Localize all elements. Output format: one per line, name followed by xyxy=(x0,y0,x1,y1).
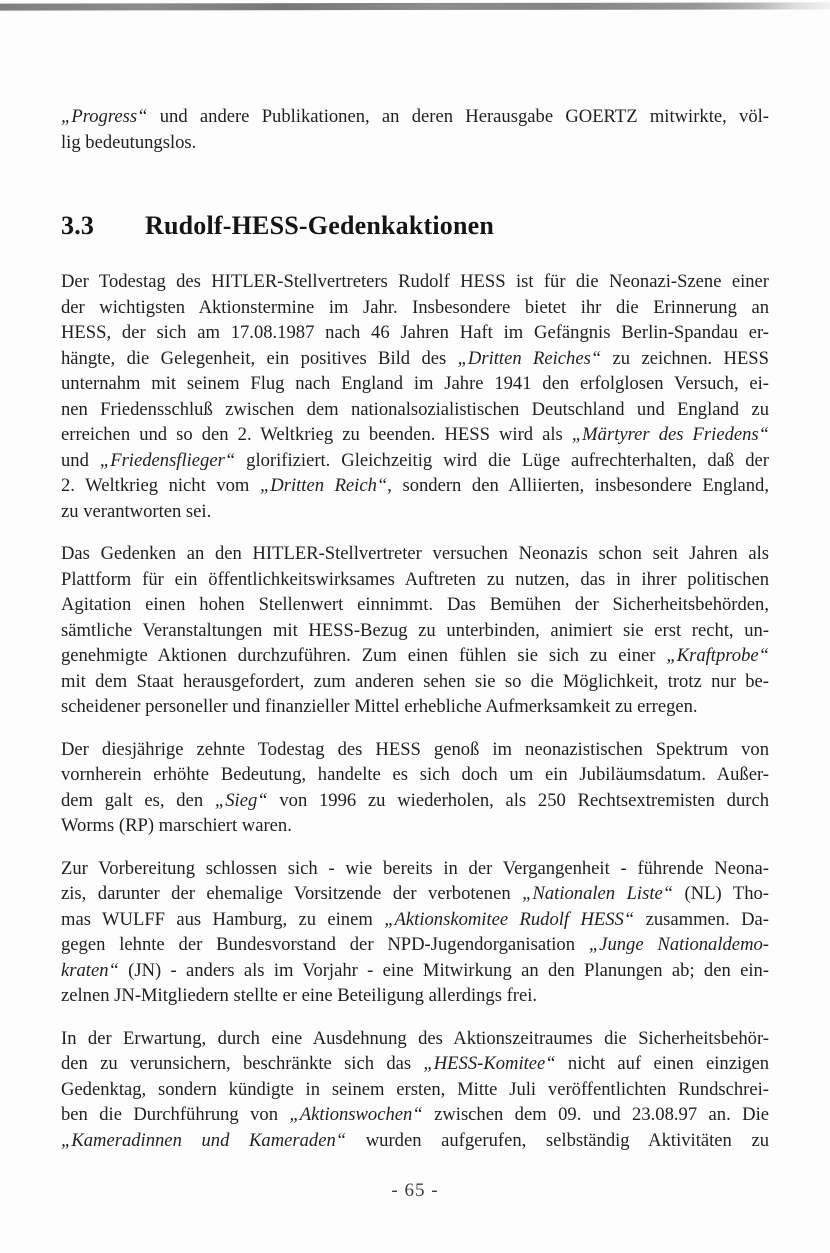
italic-text-segment: „Dritten Reich“ xyxy=(259,475,388,496)
text-line xyxy=(61,737,769,763)
italic-text-segment: „Kameradinnen und Kameraden“ xyxy=(61,1129,347,1151)
text-line xyxy=(61,448,769,474)
text-segment: mas WULFF aus Hamburg, zu einem xyxy=(61,908,385,930)
text-line xyxy=(61,295,769,321)
text-line xyxy=(61,643,769,669)
text-segment: glorifiziert. Gleichzeitig wird die Lüge aufrechterhalten, daß der xyxy=(235,449,769,471)
text-line xyxy=(61,856,769,882)
text-segment: dem galt es, den xyxy=(61,789,215,811)
text-line xyxy=(61,618,769,644)
text-line xyxy=(61,1051,769,1077)
text-segment: zelnen JN-Mitgliedern stellte er eine Beteiligung allerdings frei. xyxy=(61,985,538,1006)
italic-text-segment: „Kraftprobe“ xyxy=(666,645,769,666)
text-segment: Plattform für ein öffentlichkeitswirksames Auftreten zu nutzen, das in ihrer politischen xyxy=(61,568,769,590)
text-line xyxy=(61,269,769,295)
text-segment: wurden aufgerufen, selbständig Aktivitäten zu xyxy=(346,1129,770,1151)
text-segment: zis, darunter der ehemalige Vorsitzende der verbotenen xyxy=(61,883,523,904)
text-segment: unternahm mit seinem Flug nach England im Jahre 1941 den erfolglosen Versuch, ei- xyxy=(61,373,769,394)
text-line xyxy=(61,983,769,1009)
text-segment: zusammen. Da- xyxy=(634,908,769,930)
italic-text-segment: „Dritten Reiches“ xyxy=(457,347,602,369)
text-segment: , sondern den Alliierten, insbesondere England, xyxy=(387,475,769,496)
heading-title: Rudolf-HESS-Gedenkaktionen xyxy=(145,211,495,240)
italic-text-segment: „Friedensflieger“ xyxy=(99,449,236,471)
text-segment: erreichen und so den 2. Weltkrieg zu beenden. HESS wird als xyxy=(61,424,572,445)
text-line xyxy=(61,1077,769,1103)
text-segment: Das Gedenken an den HITLER-Stellvertreter versuchen Neonazis schon seit Jahren als xyxy=(61,543,769,564)
italic-text-segment: „Sieg“ xyxy=(214,789,268,811)
text-line xyxy=(61,1128,769,1154)
text-line xyxy=(61,958,769,984)
body-paragraphs xyxy=(61,269,769,1153)
body-paragraph xyxy=(61,269,769,524)
intro-paragraph xyxy=(61,104,769,155)
italic-text-segment: „Märtyrer des Friedens“ xyxy=(571,424,769,445)
text-line xyxy=(61,422,769,448)
text-segment: mit dem Staat herausgefordert, zum anderen sehen sie so die Möglichkeit, trotz nur be- xyxy=(61,670,769,692)
italic-text-segment: „Aktionskomitee Rudolf HESS“ xyxy=(384,908,635,930)
italic-text-segment: „Aktionswochen“ xyxy=(289,1104,423,1125)
text-segment: nen Friedensschluß zwischen dem nationalsozialistischen Deutschland und England zu xyxy=(61,398,769,420)
text-line xyxy=(61,397,769,423)
text-line xyxy=(61,499,769,525)
text-line xyxy=(61,320,769,346)
text-segment: genehmigte Aktionen durchzuführen. Zum einen fühlen sie sich zu einer xyxy=(61,645,667,666)
text-segment: sämtliche Veranstaltungen mit HESS-Bezug zu unterbinden, animiert sie erst recht, un- xyxy=(61,619,769,641)
text-segment: und andere Publikationen, an deren Herausgabe GOERTZ mitwirkte, völ- xyxy=(147,106,769,127)
text-segment: Worms (RP) marschiert waren. xyxy=(61,815,292,836)
body-paragraph xyxy=(61,737,769,839)
text-segment: Zur Vorbereitung schlossen sich - wie bereits in der Vergangenheit - führende Neona- xyxy=(61,857,769,879)
text-line xyxy=(61,932,769,958)
scan-edge-artifact xyxy=(0,2,830,10)
italic-text-segment: „HESS-Komitee“ xyxy=(423,1053,556,1074)
text-line xyxy=(61,669,769,695)
text-line xyxy=(61,371,769,397)
text-segment: (JN) - anders als im Vorjahr - eine Mitwirkung an den Planungen ab; den ein- xyxy=(118,959,769,981)
text-line xyxy=(61,130,769,156)
text-line xyxy=(61,104,769,130)
text-line xyxy=(61,788,769,814)
text-segment: Der Todestag des HITLER-Stellvertreters Rudolf HESS ist für die Neonazi-Szene einer xyxy=(61,271,769,292)
italic-text-segment: kraten“ xyxy=(61,959,119,981)
text-segment: zu verantworten sei. xyxy=(61,500,212,522)
text-segment: In der Erwartung, durch eine Ausdehnung des Aktionszeitraumes die Sicherheitsbehör- xyxy=(61,1027,769,1049)
text-segment: Gedenktag, sondern kündigte in seinem ersten, Mitte Juli veröffentlichten Rundschrei- xyxy=(61,1078,769,1100)
text-segment: von 1996 zu wiederholen, als 250 Rechtsextremisten durch xyxy=(267,789,769,811)
text-segment: Agitation einen hohen Stellenwert einnimmt. Das Bemühen der Sicherheitsbehörden, xyxy=(61,594,769,615)
text-line xyxy=(61,762,769,788)
text-segment: den zu verunsichern, beschränkte sich das xyxy=(61,1053,424,1074)
page-number: - 65 - xyxy=(391,1180,439,1201)
text-segment: 2. Weltkrieg nicht vom xyxy=(61,475,260,496)
text-line xyxy=(61,907,769,933)
text-segment: und xyxy=(61,449,100,471)
text-segment: der wichtigsten Aktionstermine im Jahr. Insbesondere bietet ihr die Erinnerung an xyxy=(61,296,769,318)
page-content xyxy=(61,104,769,1170)
text-segment: gegen lehnte der Bundesvorstand der NPD-Jugendorganisation xyxy=(61,934,589,955)
text-line xyxy=(61,694,769,720)
body-paragraph xyxy=(61,1026,769,1154)
text-segment: Der diesjährige zehnte Todestag des HESS genoß im neonazistischen Spektrum von xyxy=(61,738,769,760)
text-segment: hängte, die Gelegenheit, ein positives Bild des xyxy=(61,347,458,369)
text-line xyxy=(61,567,769,593)
text-segment: HESS, der sich am 17.08.1987 nach 46 Jahren Haft im Gefängnis Berlin-Spandau er- xyxy=(61,322,769,343)
text-line xyxy=(61,473,769,499)
body-paragraph xyxy=(61,541,769,720)
text-segment: lig bedeutungslos. xyxy=(61,131,197,153)
text-line xyxy=(61,592,769,618)
text-line xyxy=(61,1102,769,1128)
text-line xyxy=(61,1026,769,1052)
text-segment: scheidener personeller und finanzieller Mittel erhebliche Aufmerksamkeit zu erregen. xyxy=(61,696,698,717)
text-segment: ben die Durchführung von xyxy=(61,1104,290,1125)
body-paragraph xyxy=(61,856,769,1009)
text-line xyxy=(61,541,769,567)
text-segment: vornherein erhöhte Bedeutung, handelte es sich doch um ein Jubiläumsdatum. Außer- xyxy=(61,764,769,785)
text-segment: zu zeichnen. HESS xyxy=(601,347,769,369)
italic-text-segment: „Junge Nationaldemo- xyxy=(588,934,769,955)
italic-text-segment: „Progress“ xyxy=(61,106,148,127)
text-segment: nicht auf einen einzigen xyxy=(555,1053,769,1074)
section-heading xyxy=(61,209,769,243)
text-segment: (NL) Tho- xyxy=(673,883,769,904)
text-line xyxy=(61,881,769,907)
text-line xyxy=(61,346,769,372)
text-segment: zwischen dem 09. und 23.08.97 an. Die xyxy=(422,1104,769,1125)
italic-text-segment: „Nationalen Liste“ xyxy=(522,883,674,904)
heading-number: 3.3 xyxy=(61,211,95,240)
text-line xyxy=(61,813,769,839)
